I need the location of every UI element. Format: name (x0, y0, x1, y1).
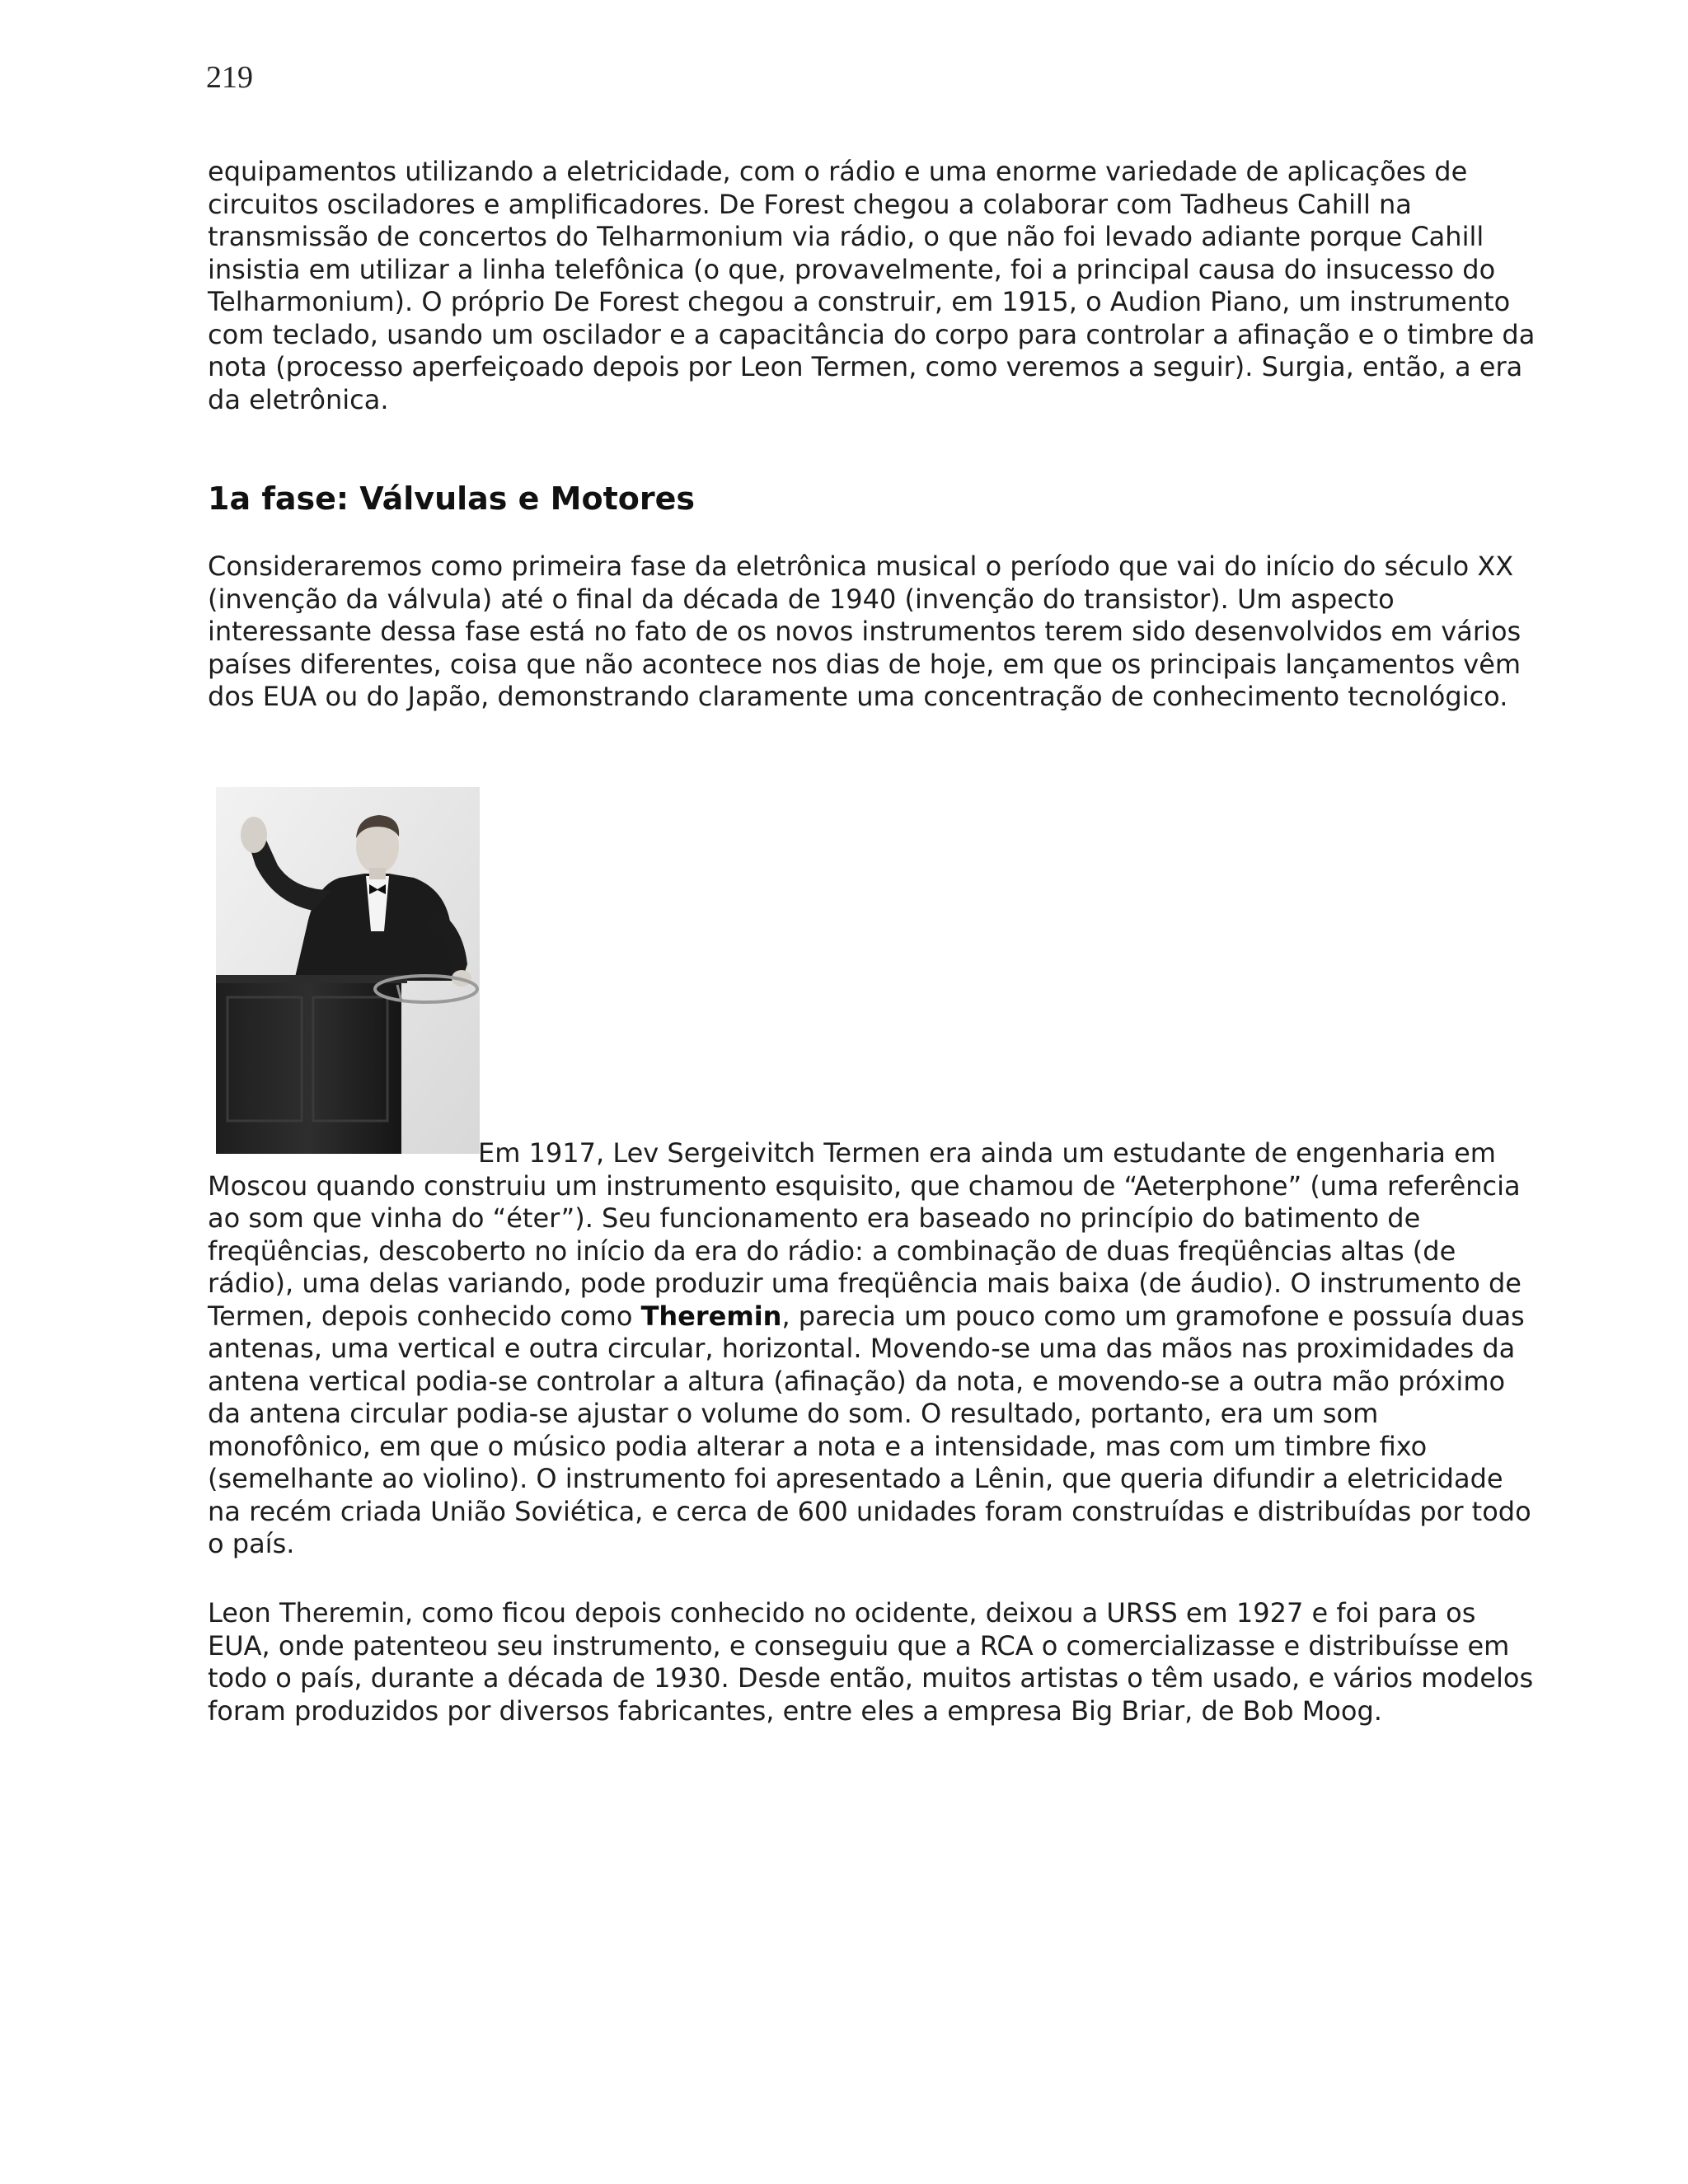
paragraph-first-phase: Consideraremos como primeira fase da eletrônica musical o período que vai do início do século XX (invenção da válvula) até o final da década de 1940 (invenção do transistor). Um aspecto interessante dessa fase está no fato de os novos instrumentos terem sido desenvolvidos em vários países diferentes, coisa que não acontece nos dias de hoje, em que os principais lançamentos vêm dos EUA ou do Japão, demonstrando claramente uma concentração de conhecimento tecnológico. (208, 551, 1522, 712)
paragraph-leon-theremin: Leon Theremin, como ficou depois conhecido no ocidente, deixou a URSS em 1927 e foi para os EUA, onde patenteou seu instrumento, e conseguiu que a RCA o comercializasse e distribuísse em todo o país, durante a década de 1930. Desde então, muitos artistas o têm usado, e vários modelos foram produzidos por diversos fabricantes, entre eles a empresa Big Briar, de Bob Moog. (208, 1597, 1534, 1727)
paragraph-theremin-text-continued: , parecia um pouco como um gramofone e possuía duas antenas, uma vertical e outra circular, horizontal. Movendo-se uma das mãos nas proximidades da antena vertical podia-se controlar a altura (afinação) da nota, e movendo-se a outra mão próximo da antena circular podia-se ajustar o volume do som. O resultado, portanto, era um som monofônico, em que o músico podia alterar a nota e a intensidade, mas com um timbre fixo (semelhante ao violino). O instrumento foi apresentado a Lênin, que queria difundir a eletricidade na recém criada União Soviética, e cerca de 600 unidades foram construídas e distribuídas por todo o país. (208, 1300, 1531, 1559)
page-number: 219 (206, 60, 253, 95)
paragraph-theremin-first-line: Em 1917, Lev Sergeivitch Termen era ainda um estudante de engenharia (478, 1137, 1446, 1169)
paragraph-theremin-text: em Moscou quando construiu um instrumento esquisito, que chamou de “Aeterphone” (uma referência ao som que vinha do “éter”). Seu funcionamento era baseado no princípio do batimento de freqüências, descoberto no início da era do rádio: a combinação de duas freqüências altas (de rádio), uma delas variando, pode produzir uma freqüência mais baixa (de áudio). O instrumento de Termen, depois conhecido como (208, 1137, 1522, 1332)
theremin-player-photo (216, 787, 480, 1154)
paragraph-theremin (208, 1137, 1536, 1561)
paragraph-intro: equipamentos utilizando a eletricidade, com o rádio e uma enorme variedade de aplicações de circuitos osciladores e amplificadores. De Forest chegou a colaborar com Tadheus Cahill na transmissão de concertos do Telharmonium via rádio, o que não foi levado adiante porque Cahill insistia em utilizar a linha telefônica (o que, provavelmente, foi a principal causa do insucesso do Telharmonium). O próprio De Forest chegou a construir, em 1915, o Audion Piano, um instrumento com teclado, usando um oscilador e a capacitância do corpo para controlar a afinação e o timbre da nota (processo aperfeiçoado depois por Leon Termen, como veremos a seguir). Surgia, então, a era da eletrônica. (208, 156, 1536, 415)
section-heading: 1a fase: Válvulas e Motores (208, 480, 695, 517)
theremin-term: Theremin (640, 1300, 782, 1332)
